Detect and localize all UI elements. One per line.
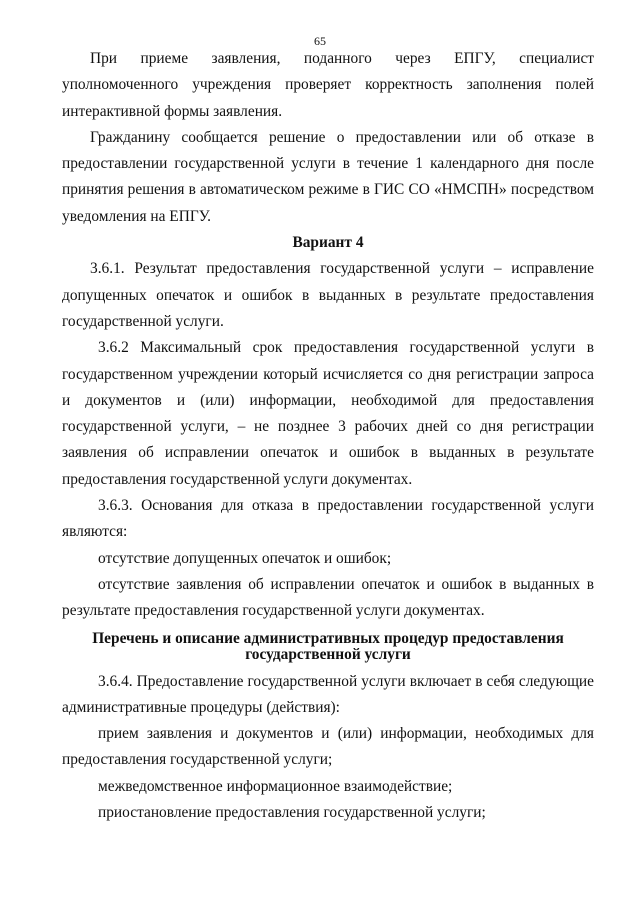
heading-variant-4: Вариант 4 <box>292 234 364 252</box>
document-body <box>62 46 594 826</box>
list-item-interagency: межведомственное информационное взаимодействие; <box>98 777 453 795</box>
list-item-no-application: отсутствие заявления об исправлении опечаток и ошибок в выданных в результате предоставления государственной услуги документах. <box>62 575 594 620</box>
list-item-reception: прием заявления и документов и (или) информации, необходимых для предоставления государственной услуги; <box>62 725 594 769</box>
paragraph-epgu-check: При приеме заявления, поданного через ЕПГУ, специалист уполномоченного учреждения проверяет корректность заполнения полей интерактивной формы заявления. <box>62 50 594 120</box>
page-number: 65 <box>314 34 326 48</box>
paragraph-3-6-4: 3.6.4. Предоставление государственной услуги включает в себя следующие административные процедуры (действия): <box>62 672 594 716</box>
heading-procedures-line2: государственной услуги <box>245 645 411 663</box>
list-item-suspension: приостановление предоставления государственной услуги; <box>98 804 486 822</box>
paragraph-3-6-3: 3.6.3. Основания для отказа в предоставлении государственной услуги являются: <box>62 497 594 541</box>
heading-procedures <box>62 625 594 669</box>
list-item-no-errors: отсутствие допущенных опечаток и ошибок; <box>98 549 392 567</box>
paragraph-3-6-1: 3.6.1. Результат предоставления государственной услуги – исправление допущенных опечаток и ошибок в выданных в результате предоставления государственной услуги. <box>62 260 594 330</box>
paragraph-decision-notice: Гражданину сообщается решение о предоставлении или об отказе в предоставлении государственной услуги в течение 1 календарного дня после принятия решения в автоматическом режиме в ГИС СО «НМСПН» посредством уведомления на ЕПГУ. <box>62 128 594 225</box>
paragraph-3-6-2: 3.6.2 Максимальный срок предоставления государственной услуги в государственном учреждении который исчисляется со дня регистрации запроса и документов и (или) информации, необходимой для предоставления государственной услуги, – не позднее 3 рабочих дней со дня регистрации заявления об исправлении опечаток и ошибок в выданных в результате предоставления государственной услуги документах. <box>62 339 594 488</box>
heading-procedures-line1: Перечень и описание административных процедур предоставления <box>92 629 564 647</box>
